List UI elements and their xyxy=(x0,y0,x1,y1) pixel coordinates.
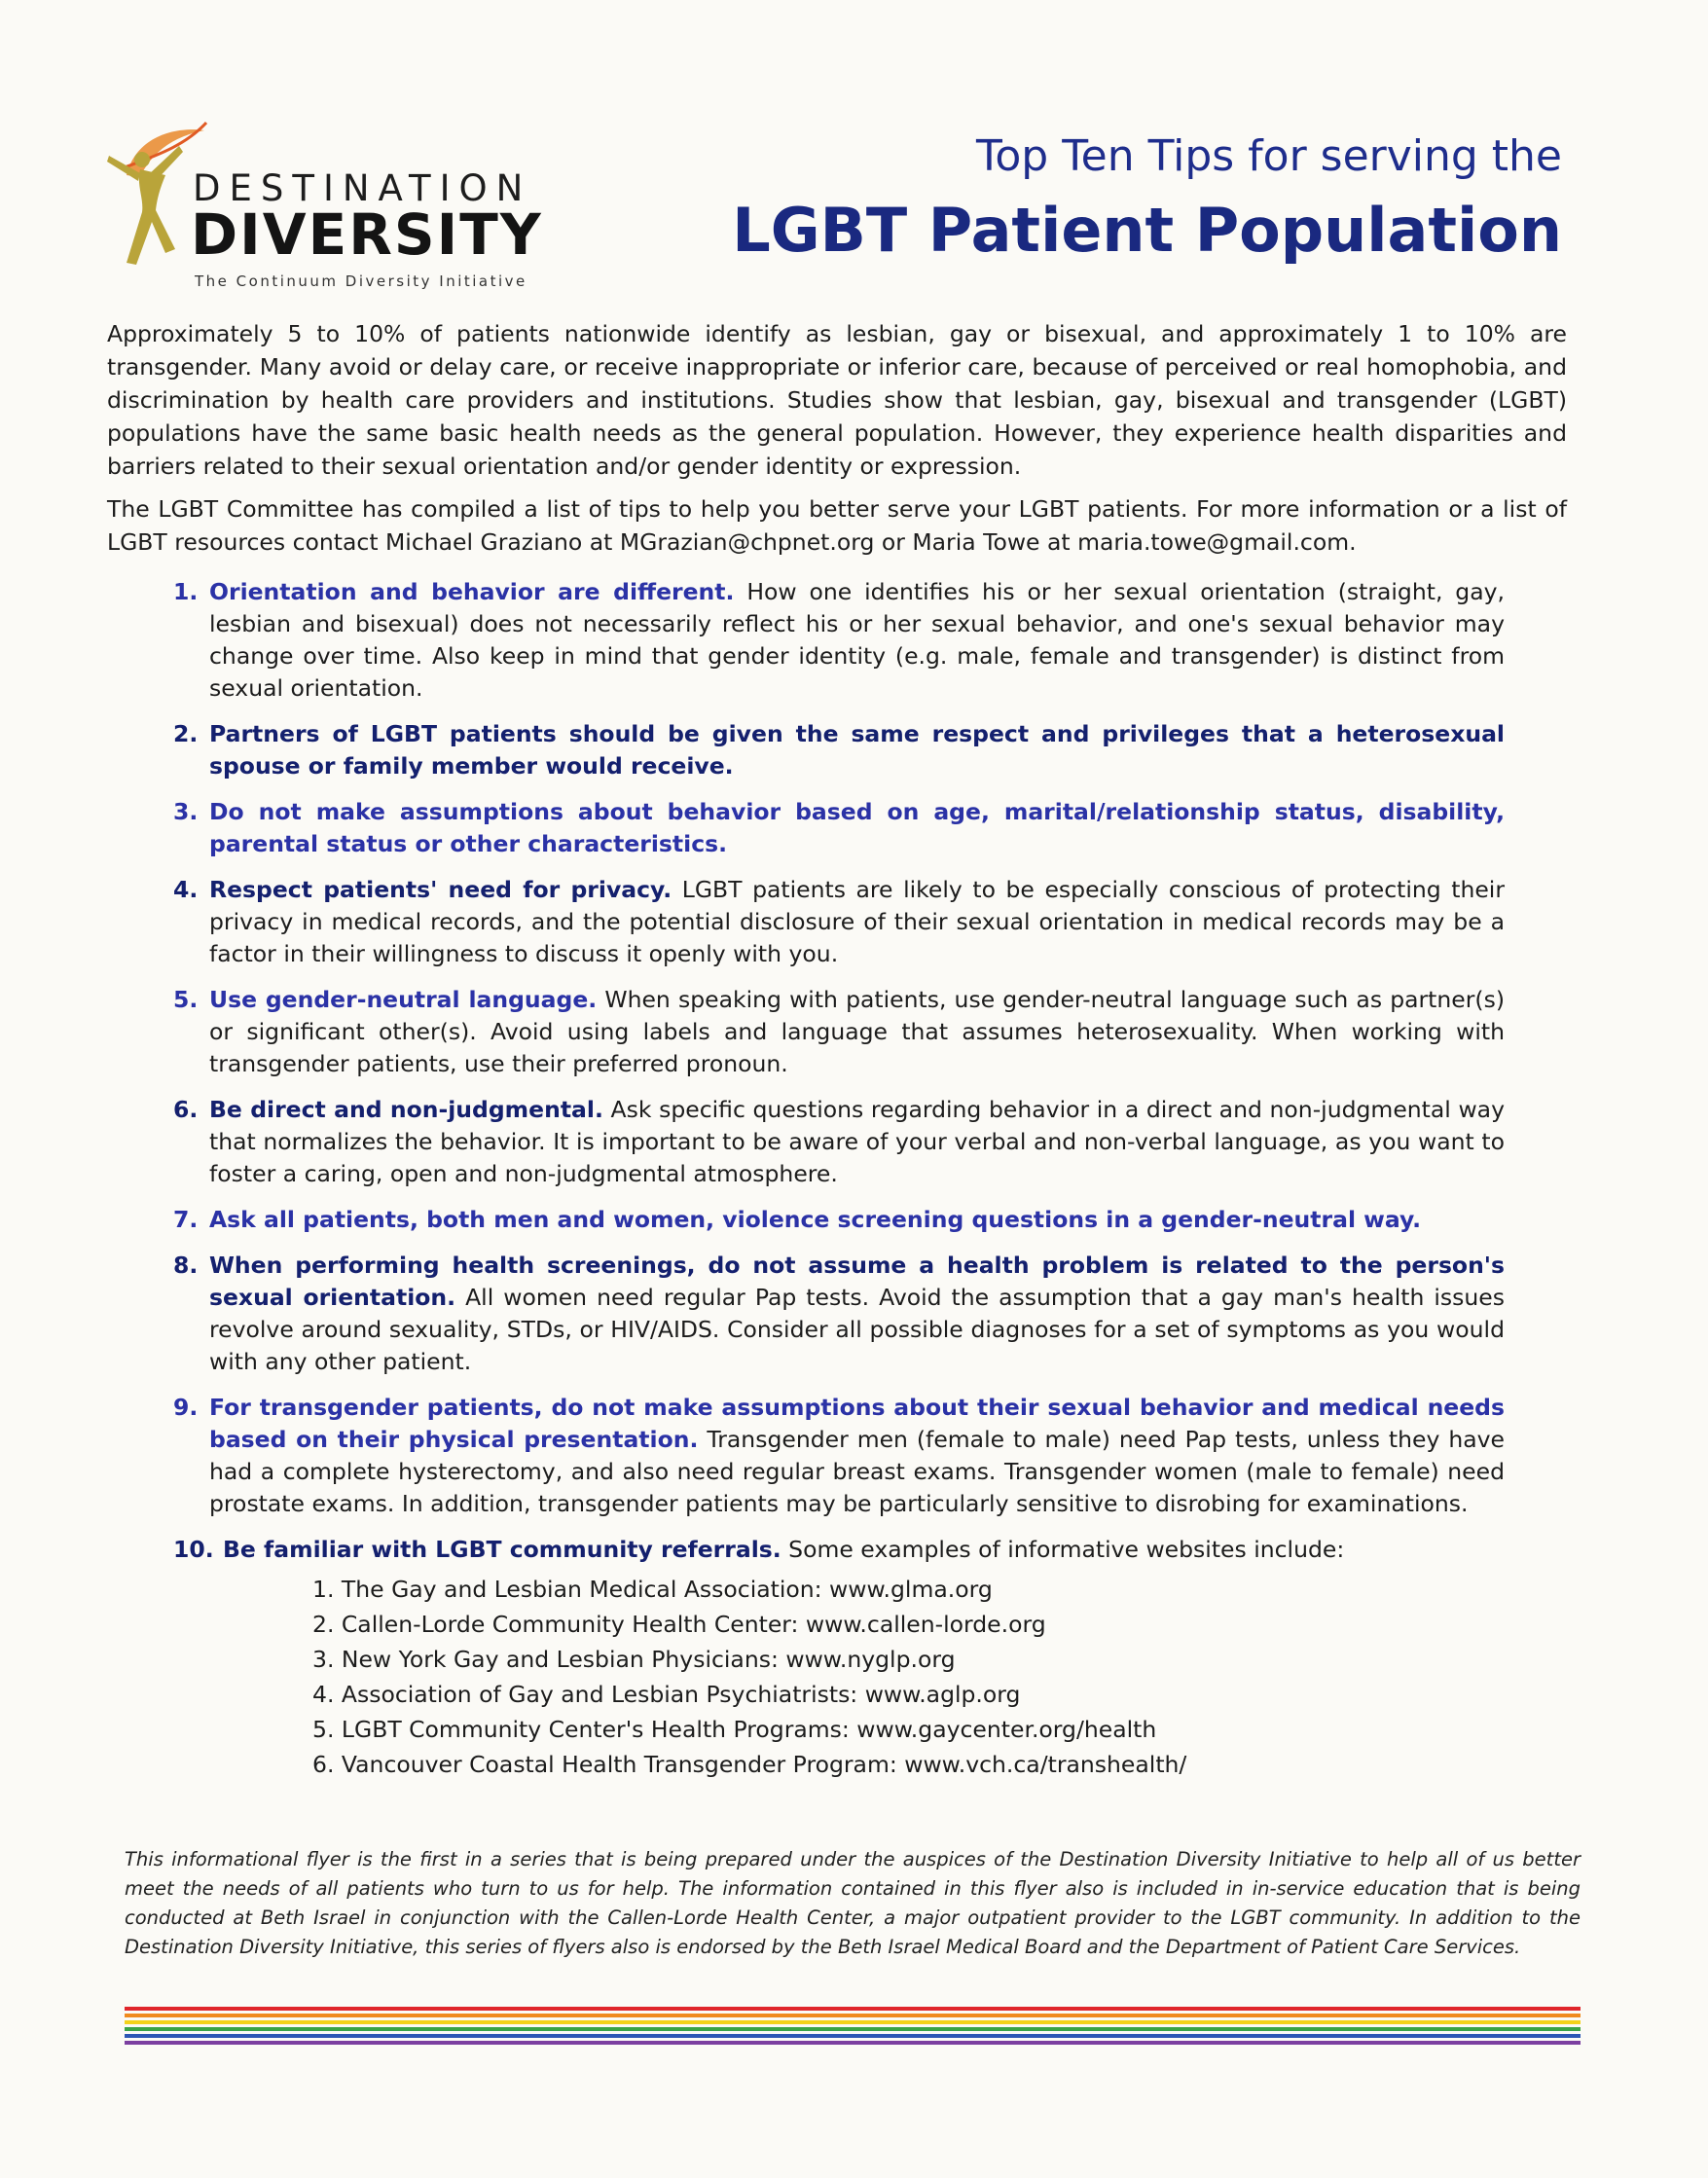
tip-number: 4. xyxy=(173,876,199,903)
rainbow-stripe-orange xyxy=(125,2014,1581,2017)
rainbow-stripe-divider xyxy=(125,2007,1581,2048)
referral-list xyxy=(223,1572,1505,1782)
tip-body: Some examples of informative websites include: xyxy=(781,1536,1345,1563)
tip-heading: Partners of LGBT patients should be given the same respect and privileges that a heterosexual spouse or family member would receive. xyxy=(209,720,1505,780)
tip-body: LGBT patients are likely to be especially conscious of protecting their privacy in medical records, and the potential disclosure of their sexual orientation in medical records may be a factor in their willingness to discuss it openly with you. xyxy=(209,876,1505,967)
tip-number: 3. xyxy=(173,798,199,825)
referral-item: 3. New York Gay and Lesbian Physicians: www.nyglp.org xyxy=(312,1646,956,1673)
footer-note: This informational flyer is the first in a series that is being prepared under the auspices of the Destination Diversity Initiative to help all of us better meet the needs of all patients who turn to us for help. The information contained in this flyer also is included in in-service education that is being conducted at Beth Israel in conjunction with the Callen-Lorde Health Center, a major outpatient provider to the LGBT community. In addition to the Destination Diversity Initiative, this series of flyers also is endorsed by the Beth Israel Medical Board and the Department of Patient Care Services. xyxy=(125,1848,1581,1958)
tip-heading: Be direct and non-judgmental. xyxy=(209,1096,603,1123)
referral-item: 1. The Gay and Lesbian Medical Association: www.glma.org xyxy=(312,1576,993,1603)
tip-heading: When performing health screenings, do not assume a health problem is related to the person's sexual orientation. xyxy=(209,1252,1505,1311)
tip-item xyxy=(173,576,1505,705)
title-line-1: Top Ten Tips for serving the xyxy=(975,131,1562,181)
referral-item: 4. Association of Gay and Lesbian Psychiatrists: www.aglp.org xyxy=(312,1681,1021,1708)
tip-heading: Ask all patients, both men and women, violence screening questions in a gender-neutral way. xyxy=(209,1206,1422,1233)
rainbow-stripe-blue xyxy=(125,2034,1581,2038)
intro-section xyxy=(107,317,1567,568)
tip-body: All women need regular Pap tests. Avoid the assumption that a gay man's health issues revolve around sexuality, STDs, or HIV/AIDS. Consider all possible diagnoses for a set of symptoms as you would with any other patient. xyxy=(209,1284,1505,1375)
logo-destination-text: DESTINATION xyxy=(193,167,532,209)
tip-heading: Do not make assumptions about behavior based on age, marital/relationship status, disability, parental status or other characteristics. xyxy=(209,798,1505,857)
referral-item: 2. Callen-Lorde Community Health Center: www.callen-lorde.org xyxy=(312,1611,1046,1638)
tip-number: 6. xyxy=(173,1096,199,1123)
tip-item xyxy=(173,1204,1505,1236)
destination-diversity-logo xyxy=(97,117,564,290)
referral-item: 5. LGBT Community Center's Health Programs: www.gaycenter.org/health xyxy=(312,1716,1157,1743)
rainbow-stripe-red xyxy=(125,2007,1581,2011)
tip-number: 2. xyxy=(173,720,199,747)
tip-body: When speaking with patients, use gender-neutral language such as partner(s) or significant other(s). Avoid using labels and language that assumes heterosexuality. When working with transgender patients, use their preferred pronoun. xyxy=(209,986,1505,1077)
tip-number: 7. xyxy=(173,1206,199,1233)
intro-paragraph-1: Approximately 5 to 10% of patients nationwide identify as lesbian, gay or bisexual, and approximately 1 to 10% are transgender. Many avoid or delay care, or receive inappropriate or inferior care, because of perceived or real homophobia, and discrimination by health care providers and institutions. Studies show that lesbian, gay, bisexual and transgender (LGBT) populations have the same basic health needs as the general population. However, they experience health disparities and barriers related to their sexual orientation and/or gender identity or expression. xyxy=(107,320,1567,480)
tip-number: 10. xyxy=(173,1536,214,1563)
tip-heading: Use gender-neutral language. xyxy=(209,986,598,1013)
rainbow-stripe-green xyxy=(125,2027,1581,2031)
tip-item xyxy=(173,1392,1505,1520)
tip-item xyxy=(173,984,1505,1080)
tip-heading: Orientation and behavior are different. xyxy=(209,578,735,605)
tip-body: Ask specific questions regarding behavior in a direct and non-judgmental way that normalizes the behavior. It is important to be aware of your verbal and non-verbal language, as you want to foster a caring, open and non-judgmental atmosphere. xyxy=(209,1096,1505,1187)
title-line-2: LGBT Patient Population xyxy=(732,195,1562,266)
tip-number: 8. xyxy=(173,1252,199,1279)
logo-tagline: The Continuum Diversity Initiative xyxy=(195,272,527,290)
tip-item xyxy=(173,796,1505,860)
referral-item: 6. Vancouver Coastal Health Transgender Program: www.vch.ca/transhealth/ xyxy=(312,1751,1187,1778)
rainbow-stripe-yellow xyxy=(125,2020,1581,2024)
tip-body: How one identifies his or her sexual orientation (straight, gay, lesbian and bisexual) does not necessarily reflect his or her sexual behavior, and one's sexual behavior may change over time. Also keep in mind that gender identity (e.g. male, female and transgender) is distinct from sexual orientation. xyxy=(209,578,1505,702)
tip-item xyxy=(173,1534,1505,1782)
tip-number: 1. xyxy=(173,578,199,605)
tip-heading: Be familiar with LGBT community referrals. xyxy=(223,1536,781,1563)
intro-paragraph-2: The LGBT Committee has compiled a list of tips to help you better serve your LGBT patients. For more information or a list of LGBT resources contact Michael Graziano at MGrazian@chpnet.org or Maria Towe at maria.towe@gmail.com. xyxy=(107,495,1567,556)
tip-number: 9. xyxy=(173,1394,199,1421)
tip-item xyxy=(173,874,1505,970)
rainbow-stripe-purple xyxy=(125,2041,1581,2045)
tips-list xyxy=(173,576,1505,1796)
tip-item xyxy=(173,1250,1505,1378)
logo-diversity-text: DIVERSITY xyxy=(191,201,543,268)
tip-number: 5. xyxy=(173,986,199,1013)
tip-heading: For transgender patients, do not make assumptions about their sexual behavior and medical needs based on their physical presentation. xyxy=(209,1394,1505,1453)
tip-body: Transgender men (female to male) need Pap tests, unless they have had a complete hysterectomy, and also need regular breast exams. Transgender women (male to female) need prostate exams. In addition, transgender patients may be particularly sensitive to disrobing for examinations. xyxy=(209,1426,1505,1517)
tip-heading: Respect patients' need for privacy. xyxy=(209,876,672,903)
tip-item xyxy=(173,718,1505,782)
tip-item xyxy=(173,1094,1505,1190)
